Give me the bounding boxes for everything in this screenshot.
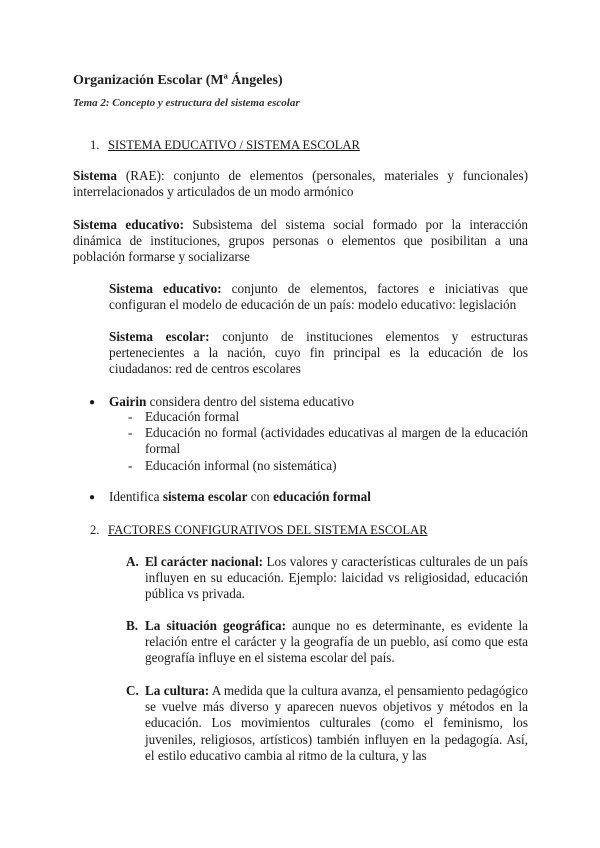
section-2-heading bbox=[90, 522, 428, 538]
factor-cultura: La cultura: A medida que la cultura avanza, el pensamiento pedagógico se vuelve más diverso y aparecen nuevos objetivos y métodos en la educación. Los movimientos culturales (como el feminismo, los juveniles, religiosos, artísticos) también influyen en la pedagogía. Así, el estilo educativo cambia al ritmo de la cultura, y las bbox=[145, 683, 528, 763]
paragraph-sistema-escolar bbox=[109, 329, 528, 378]
term-sistema-educativo-2: Sistema educativo: bbox=[109, 281, 222, 296]
section-2-number: 2. bbox=[90, 523, 100, 537]
dash-icon: - bbox=[128, 458, 133, 473]
definition-sistema-escolar: conjunto de instituciones elementos y estructuras pertenecientes a la nación, cuyo fin principal es la educación de los ciudadanos: red de centros escolares bbox=[109, 329, 528, 377]
section-1-heading bbox=[90, 137, 360, 153]
list-item: Educación formal bbox=[145, 409, 240, 424]
item-a-letter: A. bbox=[126, 554, 139, 569]
bullet-icon: ● bbox=[89, 492, 96, 503]
term-sistema: Sistema bbox=[73, 168, 117, 183]
definition-sistema: (RAE): conjunto de elementos (personales, materiales y funcionales) interrelacionados y articulados de un modo armónico bbox=[73, 168, 528, 200]
section-2-title: FACTORES CONFIGURATIVOS DEL SISTEMA ESCOLAR bbox=[108, 523, 428, 537]
factor-caracter-nacional: El carácter nacional: Los valores y características culturales de un país influyen en su educación. Ejemplo: laicidad vs religiosidad, educación pública vs privada. bbox=[145, 554, 528, 602]
bullet-icon: ● bbox=[89, 397, 96, 408]
paragraph-sistema bbox=[73, 168, 528, 200]
bullet-gairin: Gairin considera dentro del sistema educativo bbox=[109, 394, 355, 409]
term-sistema-escolar: Sistema escolar: bbox=[109, 329, 210, 344]
definition-sistema-educativo: Subsistema del sistema social formado por la interacción dinámica de instituciones, grupos personas o elementos que posibilitan a una población formarse y socializarse bbox=[73, 217, 529, 265]
term-gairin: Gairin bbox=[109, 394, 147, 409]
dash-icon: - bbox=[128, 425, 133, 440]
paragraph-sistema-educativo bbox=[73, 217, 528, 266]
document-subtitle: Tema 2: Concepto y estructura del sistema escolar bbox=[73, 97, 300, 109]
definition-sistema-educativo-2: conjunto de elementos, factores e iniciativas que configuran el modelo de educación de un país: modelo educativo: legislación bbox=[109, 281, 528, 313]
section-1-title: SISTEMA EDUCATIVO / SISTEMA ESCOLAR bbox=[108, 138, 360, 152]
item-b-letter: B. bbox=[126, 618, 139, 633]
item-c-letter: C. bbox=[126, 683, 139, 698]
document-title: Organización Escolar (Mª Ángeles) bbox=[73, 73, 283, 88]
paragraph-sistema-educativo-2 bbox=[109, 281, 528, 313]
list-item: Educación no formal (actividades educativas al margen de la educación formal bbox=[145, 425, 528, 457]
factor-situacion-geografica: La situación geográfica: aunque no es determinante, es evidente la relación entre el carácter y la geografía de un pueblo, así como que esta geografía influye en el sistema escolar del país. bbox=[145, 618, 528, 666]
section-1-number: 1. bbox=[90, 138, 100, 152]
term-sistema-educativo: Sistema educativo: bbox=[73, 217, 184, 232]
list-item: Educación informal (no sistemática) bbox=[145, 458, 337, 473]
dash-icon: - bbox=[128, 409, 133, 424]
bullet-identifica: Identifica sistema escolar con educación formal bbox=[109, 489, 371, 504]
